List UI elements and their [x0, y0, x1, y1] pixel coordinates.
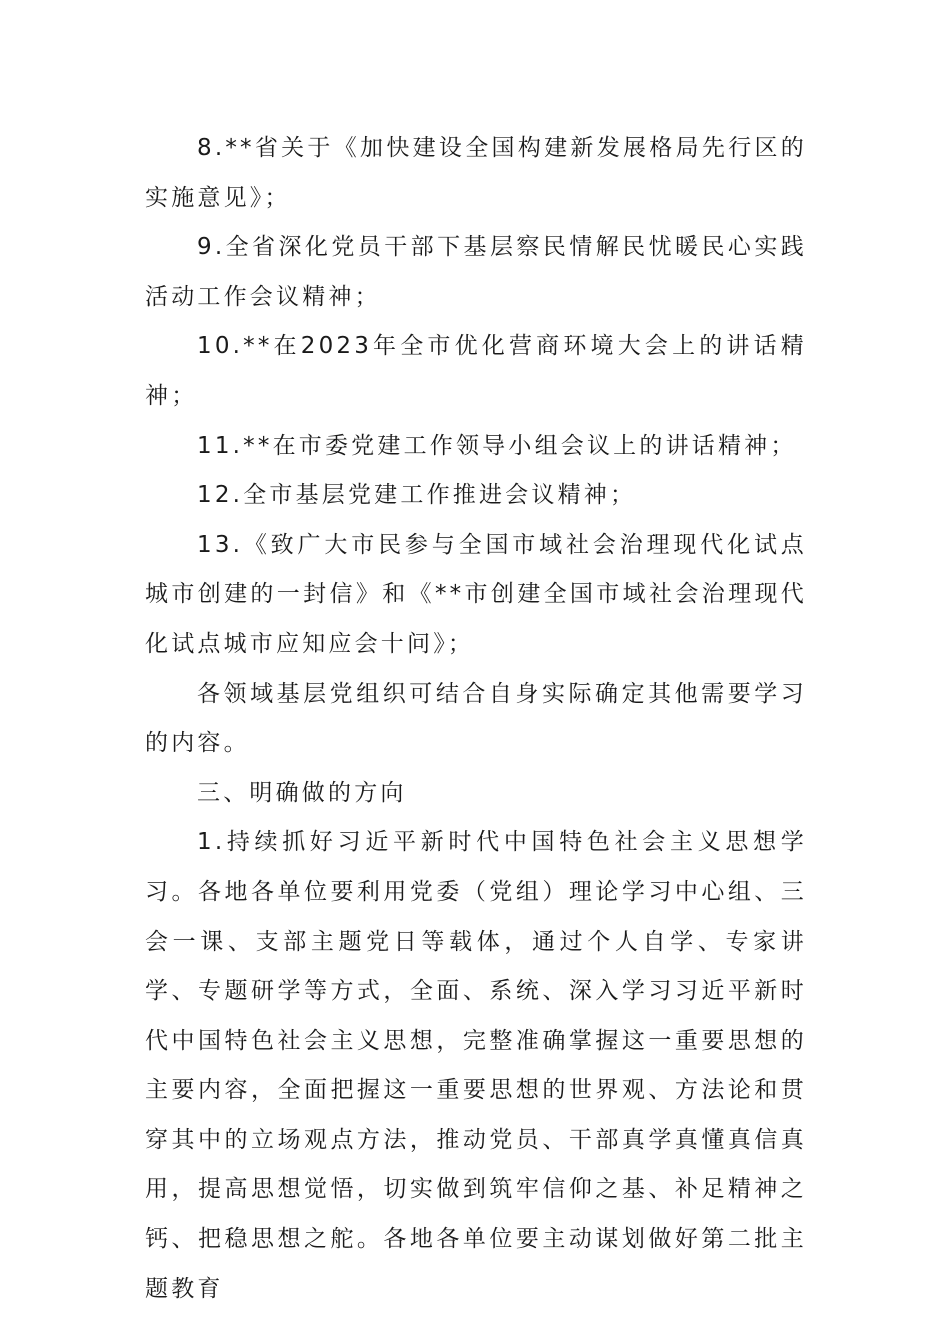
body-paragraph: 1.持续抓好习近平新时代中国特色社会主义思想学习。各地各单位要利用党委（党组）理论学习中心组、三会一课、支部主题党日等载体，通过个人自学、专家讲学、专题研学等方式，全面、系统、深入学习习近平新时代中国特色社会主义思想，完整准确掌握这一重要思想的主要内容，全面把握这一重要思想的世界观、方法论和贯穿其中的立场观点方法，推动党员、干部真学真懂真信真用，提高思想觉悟，切实做到筑牢信仰之基、补足精神之钙、把稳思想之舵。各地各单位要主动谋划做好第二批主题教育	[145, 829, 807, 1302]
list-item-12: 12.全市基层党建工作推进会议精神；	[197, 482, 637, 509]
list-item-9: 9.全省深化党员干部下基层察民情解民忧暖民心实践活动工作会议精神；	[145, 234, 807, 310]
list-item-10: 10.**在2023年全市优化营商环境大会上的讲话精神；	[145, 333, 807, 409]
list-item-13: 13.《致广大市民参与全国市域社会治理现代化试点城市创建的一封信》和《**市创建全国市域社会治理现代化试点城市应知应会十问》；	[145, 531, 807, 657]
document-body	[145, 124, 807, 1314]
section-heading: 三、明确做的方向	[197, 779, 407, 806]
list-item-8: 8.**省关于《加快建设全国构建新发展格局先行区的实施意见》；	[145, 135, 807, 211]
note-paragraph: 各领域基层党组织可结合自身实际确定其他需要学习的内容。	[145, 680, 807, 757]
list-item-11: 11.**在市委党建工作领导小组会议上的讲话精神；	[197, 432, 797, 459]
